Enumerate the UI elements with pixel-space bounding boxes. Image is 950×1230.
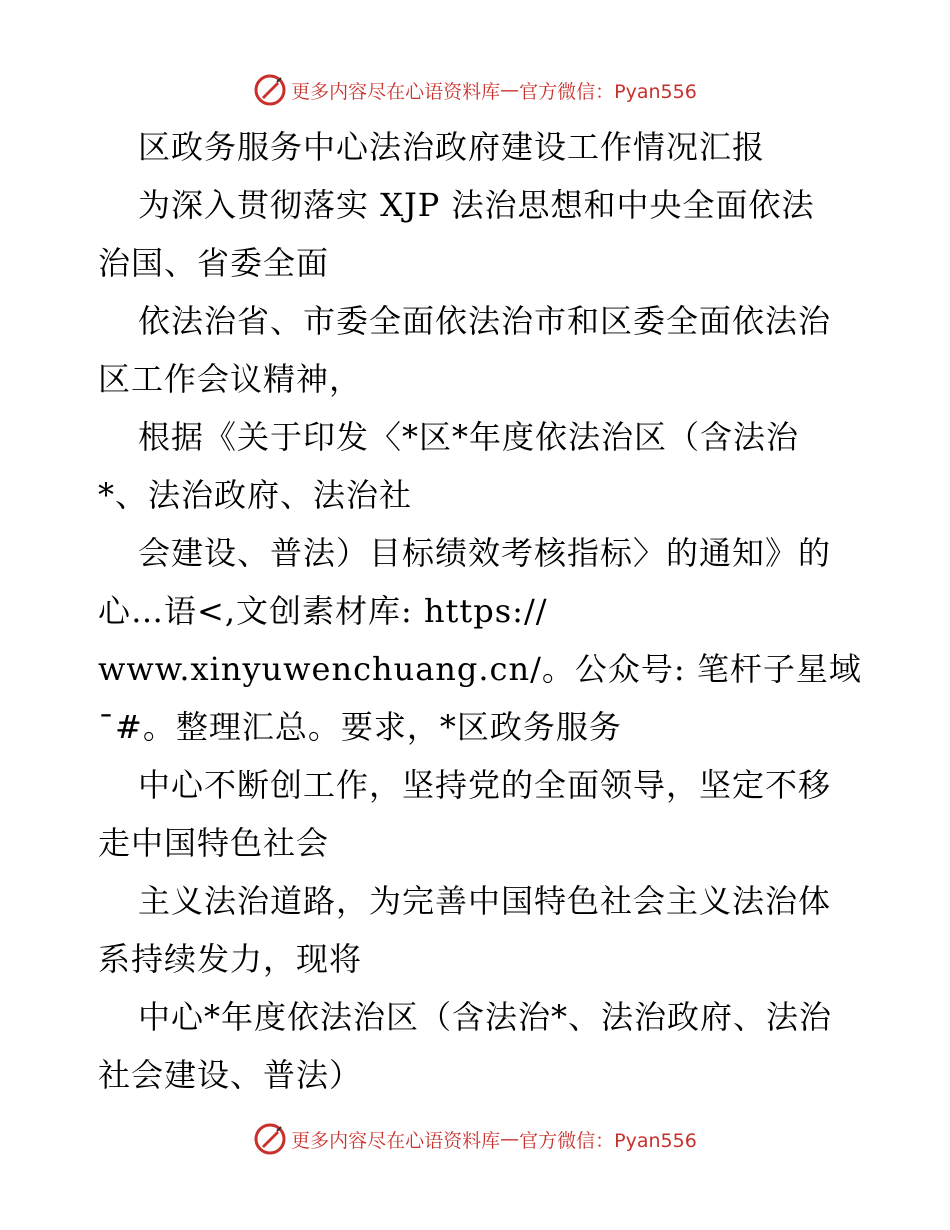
header-banner-separator: — (500, 79, 520, 101)
footer-banner (0, 1119, 950, 1159)
header-banner (0, 70, 950, 110)
paragraph-line: ¯#。整理汇总。要求，*区政务服务 (98, 708, 622, 746)
paragraph-line: 根据《关于印发〈*区*年度依法治区（含法治 (138, 418, 800, 456)
header-banner-wechat: 官方微信：Pyan556 (519, 80, 697, 103)
footer-banner-separator: — (500, 1128, 520, 1150)
quill-logo-icon (253, 73, 287, 107)
paragraph-line: 中心不断创工作，坚持党的全面领导，坚定不移 (138, 766, 832, 804)
paragraph-line: 依法治省、市委全面依法治市和区委全面依法治 (138, 302, 832, 340)
paragraph-line: 中心*年度依法治区（含法治*、法治政府、法治 (138, 998, 833, 1036)
paragraph-line: *、法治政府、法治社 (98, 476, 413, 514)
paragraph-line: 心…语<,文创素材库: https:// (98, 592, 548, 630)
paragraph-line: www.xinyuwenchuang.cn/。公众号: 笔杆子星域 (98, 650, 862, 688)
paragraph-line: 主义法治道路，为完善中国特色社会主义法治体 (138, 882, 832, 920)
paragraph-line: 会建设、普法）目标绩效考核指标〉的通知》的 (138, 534, 832, 572)
document-title: 区政务服务中心法治政府建设工作情况汇报 (138, 128, 766, 166)
paragraph-line: 走中国特色社会 (98, 824, 330, 862)
paragraph-line: 治国、省委全面 (98, 244, 330, 282)
footer-banner-text: 更多内容尽在心语资料库 (291, 1129, 501, 1152)
paragraph-line: 系持续发力，现将 (98, 940, 363, 978)
quill-logo-icon (253, 1122, 287, 1156)
header-banner-text: 更多内容尽在心语资料库 (291, 80, 501, 103)
paragraph-line: 为深入贯彻落实 XJP 法治思想和中央全面依法 (138, 186, 815, 224)
document-body (98, 118, 868, 1104)
footer-banner-wechat: 官方微信：Pyan556 (519, 1129, 697, 1152)
paragraph-line: 社会建设、普法） (98, 1056, 363, 1094)
paragraph-line: 区工作会议精神， (98, 360, 363, 398)
